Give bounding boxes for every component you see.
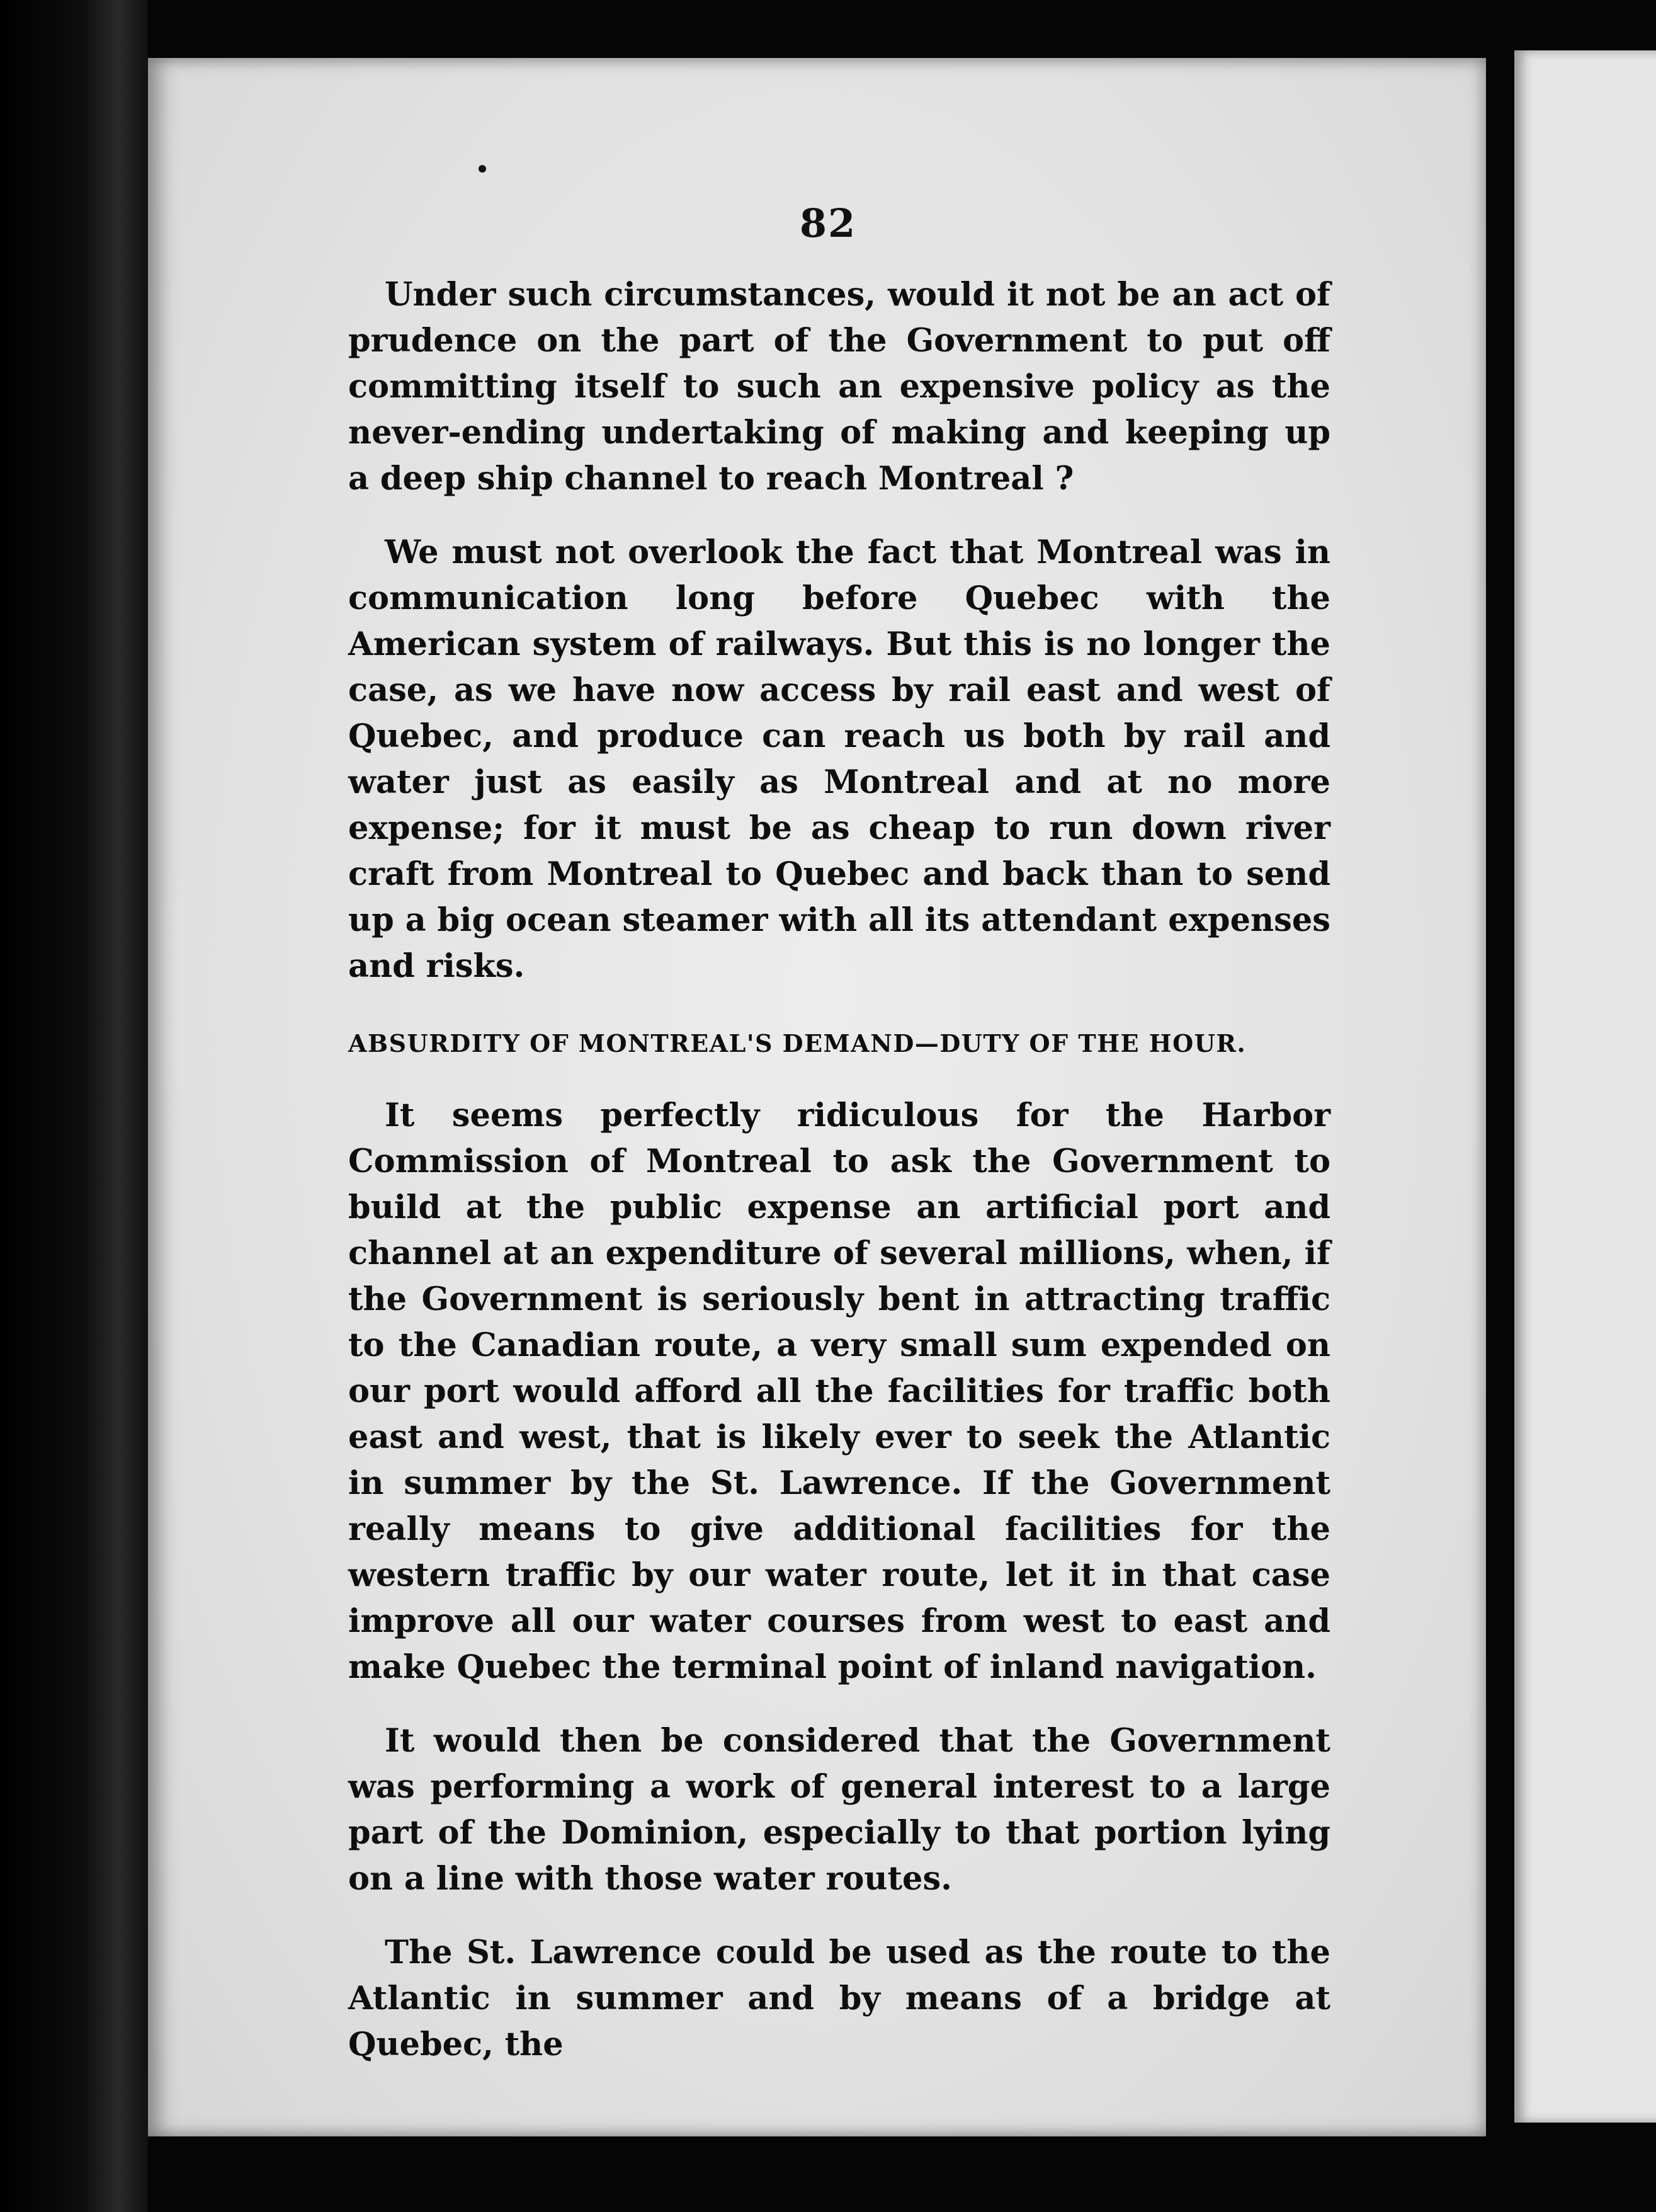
paragraph-prudence: Under such circumstances, would it not be an act of prudence on the part of the Government to put off committing itself to such an expensive policy as the never-ending undertaking of making and keeping up a deep ship channel to reach Montreal ?: [348, 276, 1330, 498]
page-body: [348, 272, 1330, 2095]
paragraph-st-lawrence: The St. Lawrence could be used as the route to the Atlantic in summer and by means of a bridge at Quebec, the: [348, 1934, 1330, 2063]
paragraph-harbor-commission: It seems perfectly ridiculous for the Harbor Commission of Montreal to ask the Government to build at the public expense an artificial port and channel at an expenditure of several millions, when, if the Government is seriously bent in attracting traffic to the Canadian route, a very small sum expended on our port would afford all the facilities for traffic both east and west, that is likely ever to seek the Atlantic in summer by the St. Lawrence. If the Government really means to give additional facilities for the western traffic by our water route, let it in that case improve all our water courses from west to east and make Quebec the terminal point of inland navigation.: [348, 1097, 1330, 1686]
section-heading: ABSURDITY OF MONTREAL'S DEMAND—DUTY OF THE HOUR.: [348, 1029, 1247, 1058]
paragraph-general-interest: It would then be considered that the Government was performing a work of general interest to a large part of the Dominion, especially to that portion lying on a line with those water routes.: [348, 1722, 1330, 1898]
page-number: 82: [799, 200, 857, 246]
facing-page-edge: [1514, 50, 1656, 2123]
paragraph-railways: We must not overlook the fact that Montreal was in communication long before Quebec with the American system of railways. But this is no longer the case, as we have now access by rail east and west of Quebec, and produce can reach us both by rail and water just as easily as Montreal and at no more expense; for it must be as cheap to run down river craft from Montreal to Quebec and back than to send up a big ocean steamer with all its attendant expenses and risks.: [348, 533, 1330, 985]
ink-speck: [479, 165, 486, 173]
book-spine-shadow: [0, 0, 148, 2212]
